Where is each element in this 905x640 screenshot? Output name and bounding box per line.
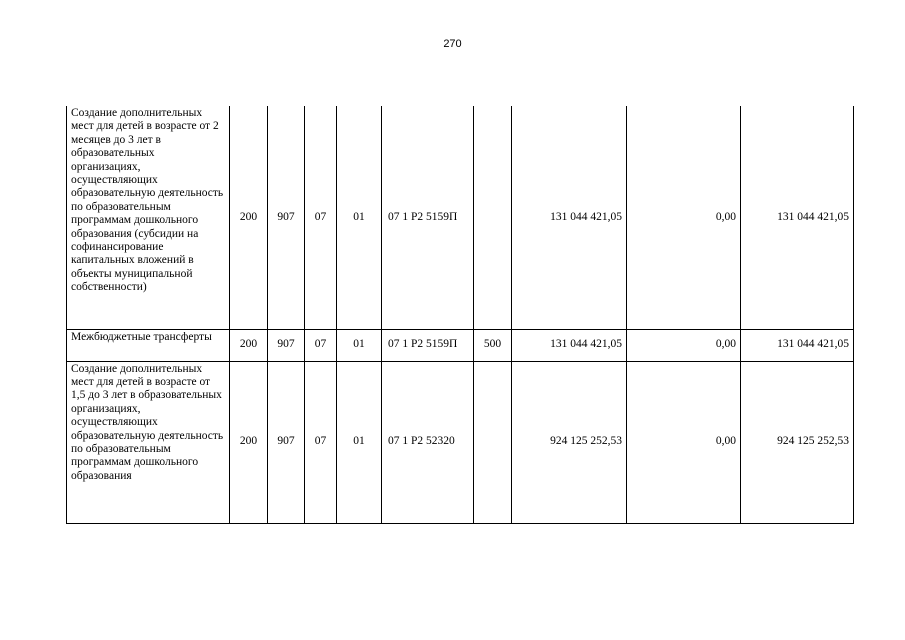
cell-amount-total: 131 044 421,05 [741,329,854,361]
cell-target-article: 07 1 Р2 52320 [382,361,474,523]
cell-code: 200 [230,106,268,329]
cell-department: 907 [268,329,305,361]
row-name: Создание дополнительных мест для детей в возрасте от 2 месяцев до 3 лет в образовательных организациях, осуществляющих образовательную деятельность по образовательным программам дошкольного образования (субсидии на софинансирование капитальных вложений в объекты муниципальной собственности) [67,106,230,329]
cell-amount-change: 0,00 [627,106,741,329]
cell-department: 907 [268,106,305,329]
cell-code: 200 [230,361,268,523]
cell-amount: 131 044 421,05 [512,329,627,361]
cell-amount: 131 044 421,05 [512,106,627,329]
budget-table [66,106,854,524]
table-row [67,361,854,523]
cell-amount-change: 0,00 [627,361,741,523]
table-row [67,329,854,361]
cell-section: 07 [305,329,337,361]
cell-section: 07 [305,361,337,523]
cell-subsection: 01 [337,329,382,361]
cell-target-article: 07 1 Р2 5159П [382,329,474,361]
table-row [67,106,854,329]
cell-section: 07 [305,106,337,329]
cell-amount-total: 131 044 421,05 [741,106,854,329]
cell-department: 907 [268,361,305,523]
cell-expense-type [474,361,512,523]
cell-code: 200 [230,329,268,361]
cell-amount: 924 125 252,53 [512,361,627,523]
cell-amount-total: 924 125 252,53 [741,361,854,523]
cell-expense-type: 500 [474,329,512,361]
cell-subsection: 01 [337,361,382,523]
cell-target-article: 07 1 Р2 5159П [382,106,474,329]
cell-subsection: 01 [337,106,382,329]
row-name: Межбюджетные трансферты [67,329,230,361]
row-name: Создание дополнительных мест для детей в возрасте от 1,5 до 3 лет в образовательных организациях, осуществляющих образовательную деятельность по образовательным программам дошкольного образования [67,361,230,523]
cell-amount-change: 0,00 [627,329,741,361]
cell-expense-type [474,106,512,329]
page-number: 270 [443,38,462,50]
